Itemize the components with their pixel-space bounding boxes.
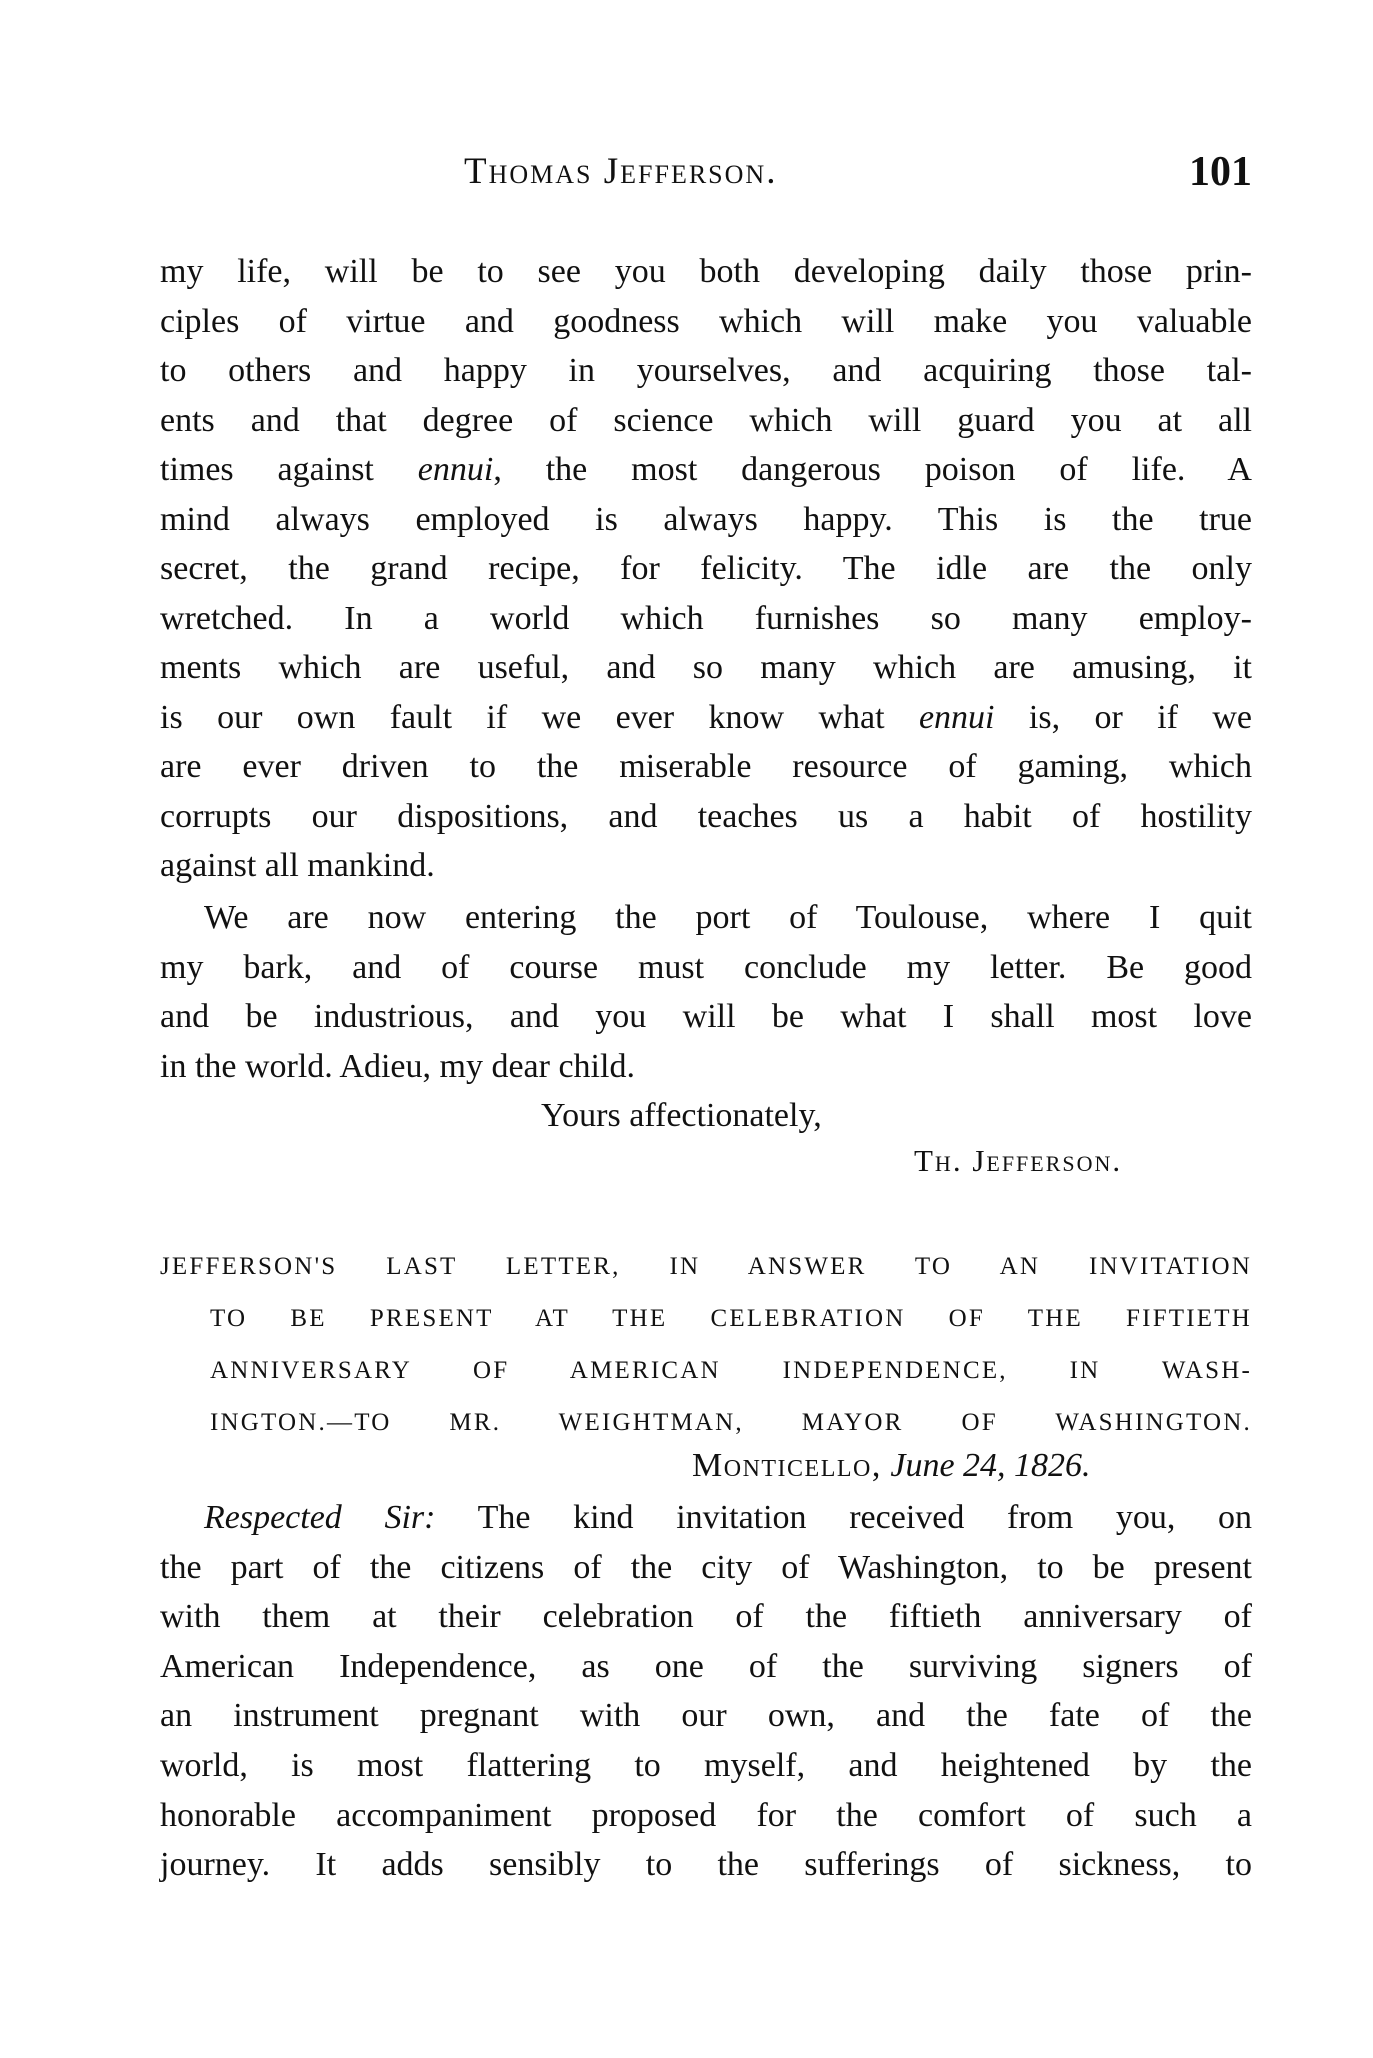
text-line: with them at their celebration of the fiftieth anniversary of — [160, 1598, 1252, 1636]
text-line: an instrument pregnant with our own, and the fate of the — [160, 1697, 1252, 1735]
text-line: times against ennui, the most dangerous poison of life. A — [160, 451, 1252, 488]
running-title: Thomas Jefferson. — [464, 151, 778, 192]
paragraph-toulouse — [160, 893, 1252, 1091]
heading-line: ANNIVERSARY OF AMERICAN INDEPENDENCE, IN WASH- — [210, 1357, 1252, 1384]
italic-ennui: ennui — [918, 698, 995, 736]
text-line: against all mankind. — [160, 847, 435, 884]
page-number: 101 — [1189, 149, 1252, 195]
text-line: American Independence, as one of the surviving signers of — [160, 1647, 1252, 1685]
text-line: are ever driven to the miserable resource of gaming, which — [160, 748, 1252, 785]
dateline-place: Monticello, — [692, 1447, 882, 1484]
text-line: world, is most flattering to myself, and heightened by the — [160, 1746, 1252, 1784]
text-line: ments which are useful, and so many which are amusing, it — [160, 649, 1252, 686]
letter-body — [160, 1493, 1252, 1890]
signature: Th. Jefferson. — [914, 1143, 1123, 1178]
text-line: to others and happy in yourselves, and acquiring those tal- — [160, 352, 1252, 389]
text-line: ciples of virtue and goodness which will make you valuable — [160, 302, 1252, 340]
dateline-date: June 24, 1826. — [890, 1447, 1091, 1484]
text-line: mind always employed is always happy. This is the true — [160, 500, 1252, 538]
text-line: my bark, and of course must conclude my letter. Be good — [160, 948, 1252, 986]
text-line: We are now entering the port of Toulouse, where I quit — [204, 899, 1252, 936]
heading-line: JEFFERSON'S LAST LETTER, IN ANSWER TO AN INVITATION — [160, 1253, 1252, 1280]
heading-line: TO BE PRESENT AT THE CELEBRATION OF THE FIFTIETH — [210, 1305, 1252, 1332]
section-heading — [160, 1241, 1252, 1449]
paragraph-continued-letter — [160, 247, 1252, 891]
text-line: and be industrious, and you will be what I shall most love — [160, 998, 1252, 1035]
text-line: honorable accompaniment proposed for the comfort of such a — [160, 1796, 1252, 1834]
dateline — [692, 1441, 1091, 1491]
text-line: Respected Sir: The kind invitation received from you, on — [204, 1499, 1252, 1536]
running-header — [160, 150, 1252, 206]
text-line: my life, will be to see you both developing daily those prin- — [160, 253, 1252, 290]
heading-line: INGTON.—TO MR. WEIGHTMAN, MAYOR OF WASHINGTON. — [210, 1409, 1252, 1436]
text-line: the part of the citizens of the city of Washington, to be present — [160, 1548, 1252, 1586]
text-line: in the world. Adieu, my dear child. — [160, 1047, 635, 1085]
text-line: ents and that degree of science which will guard you at all — [160, 401, 1252, 439]
letter-salutation: Respected Sir: — [204, 1499, 436, 1536]
text-line: journey. It adds sensibly to the sufferings of sickness, to — [160, 1846, 1252, 1884]
text-line: wretched. In a world which furnishes so many employ- — [160, 599, 1252, 637]
text-line: secret, the grand recipe, for felicity. The idle are the only — [160, 550, 1252, 587]
text-line: is our own fault if we ever know what ennui is, or if we — [160, 698, 1253, 736]
closing-salutation: Yours affectionately, — [541, 1097, 822, 1134]
text-line: corrupts our dispositions, and teaches us a habit of hostility — [160, 797, 1252, 835]
italic-ennui: ennui — [417, 451, 494, 488]
